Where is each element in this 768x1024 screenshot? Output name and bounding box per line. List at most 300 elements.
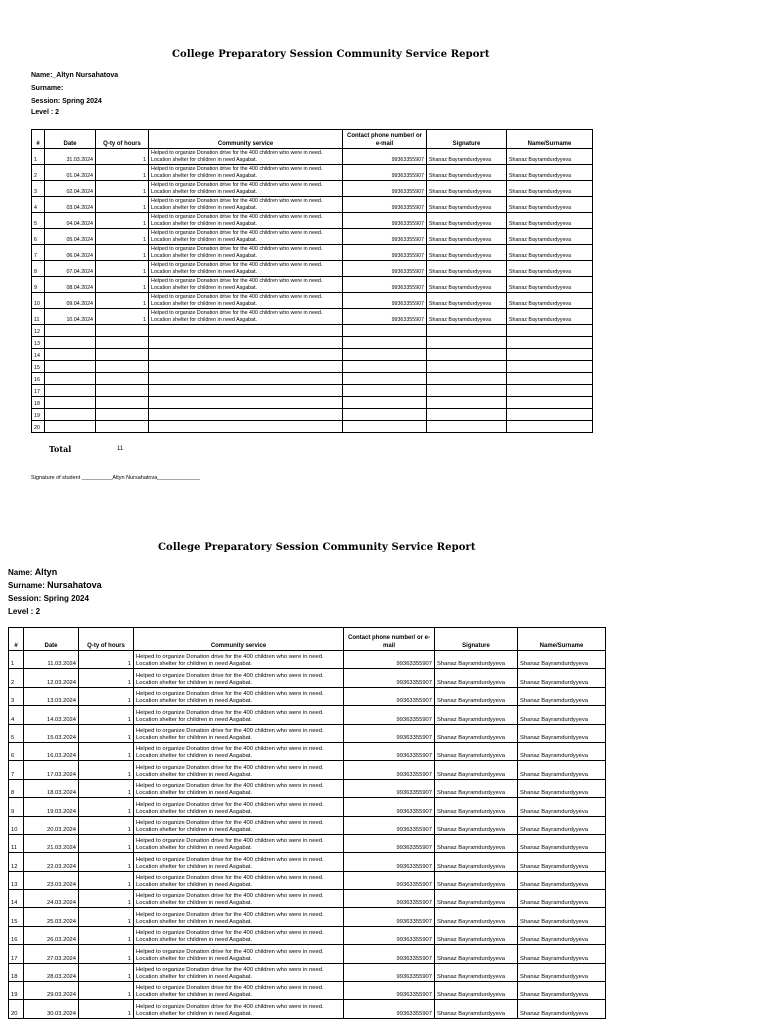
row-name: Shanaz Bayramdurdyyeva bbox=[507, 293, 593, 309]
row-date: 30.03.2024 bbox=[24, 1000, 79, 1018]
row-signature: Shanaz Bayramdurdyyeva bbox=[427, 261, 507, 277]
row-hours: 1 bbox=[96, 149, 149, 165]
row-number: 20 bbox=[32, 421, 45, 433]
empty-cell bbox=[343, 409, 427, 421]
col-name-header: Name/Surname bbox=[507, 130, 593, 149]
row-signature: Shanaz Bayramdurdyyeva bbox=[435, 945, 518, 963]
row-signature: Shanaz Bayramdurdyyeva bbox=[435, 1000, 518, 1018]
row-name: Shanaz Bayramdurdyyeva bbox=[518, 945, 606, 963]
row-number: 7 bbox=[9, 761, 24, 779]
row-signature: Shanaz Bayramdurdyyeva bbox=[435, 669, 518, 687]
row-service: Helped to organize Donation drive for the 400 children who were in need. Location shelter for children in need Asgabat. bbox=[149, 197, 343, 213]
empty-cell bbox=[149, 361, 343, 373]
row-hours: 1 bbox=[79, 853, 134, 871]
row-signature: Shanaz Bayramdurdyyeva bbox=[435, 761, 518, 779]
empty-cell bbox=[149, 337, 343, 349]
row-service: Helped to organize Donation drive for the 400 children who were in need. Location shelter for children in need Asgabat. bbox=[134, 816, 344, 834]
row-contact: 99363355907 bbox=[343, 261, 427, 277]
row-number: 8 bbox=[9, 779, 24, 797]
table-row bbox=[32, 309, 593, 325]
row-name: Shanaz Bayramdurdyyeva bbox=[507, 165, 593, 181]
empty-cell bbox=[427, 421, 507, 433]
empty-cell bbox=[507, 373, 593, 385]
col-name-header: Name/Surname bbox=[518, 628, 606, 651]
table-row bbox=[9, 945, 606, 963]
row-contact: 99363355907 bbox=[344, 926, 435, 944]
row-number: 8 bbox=[32, 261, 45, 277]
row-number: 15 bbox=[9, 908, 24, 926]
row-signature: Shanaz Bayramdurdyyeva bbox=[435, 834, 518, 852]
row-date: 17.03.2024 bbox=[24, 761, 79, 779]
row-name: Shanaz Bayramdurdyyeva bbox=[518, 779, 606, 797]
col-signature-header: Signature bbox=[427, 130, 507, 149]
row-name: Shanaz Bayramdurdyyeva bbox=[518, 834, 606, 852]
row-number: 15 bbox=[32, 361, 45, 373]
empty-cell bbox=[427, 337, 507, 349]
row-signature: Shanaz Bayramdurdyyeva bbox=[427, 309, 507, 325]
table-row bbox=[9, 651, 606, 669]
empty-cell bbox=[45, 361, 96, 373]
table-row bbox=[9, 687, 606, 705]
row-signature: Shanaz Bayramdurdyyeva bbox=[435, 687, 518, 705]
col-contact-header: Contact phone number/ or e-mail bbox=[343, 130, 427, 149]
report2-level-line: Level : 2 bbox=[8, 607, 41, 616]
row-hours: 1 bbox=[96, 293, 149, 309]
row-hours: 1 bbox=[96, 245, 149, 261]
row-contact: 99363355907 bbox=[344, 816, 435, 834]
row-date: 05.04.2024 bbox=[45, 229, 96, 245]
row-contact: 99363355907 bbox=[344, 834, 435, 852]
row-hours: 1 bbox=[96, 261, 149, 277]
row-name: Shanaz Bayramdurdyyeva bbox=[518, 816, 606, 834]
row-number: 9 bbox=[9, 798, 24, 816]
col-contact-header: Contact phone number/ or e-mail bbox=[344, 628, 435, 651]
row-hours: 1 bbox=[79, 963, 134, 981]
row-date: 14.03.2024 bbox=[24, 706, 79, 724]
row-date: 16.03.2024 bbox=[24, 742, 79, 760]
row-date: 03.04.2024 bbox=[45, 197, 96, 213]
row-number: 16 bbox=[32, 373, 45, 385]
table-row-empty bbox=[32, 409, 593, 421]
empty-cell bbox=[149, 385, 343, 397]
row-hours: 1 bbox=[79, 651, 134, 669]
row-number: 14 bbox=[9, 890, 24, 908]
row-number: 13 bbox=[9, 871, 24, 889]
row-service: Helped to organize Donation drive for the 400 children who were in need. Location shelter for children in need Asgabat. bbox=[149, 165, 343, 181]
table-row bbox=[9, 798, 606, 816]
row-contact: 99363355907 bbox=[344, 890, 435, 908]
table-row bbox=[9, 724, 606, 742]
report1-header-row bbox=[32, 130, 593, 149]
empty-cell bbox=[507, 361, 593, 373]
row-contact: 99363355907 bbox=[343, 165, 427, 181]
row-service: Helped to organize Donation drive for the 400 children who were in need. Location shelter for children in need Asgabat. bbox=[134, 945, 344, 963]
empty-cell bbox=[96, 421, 149, 433]
row-signature: Shanaz Bayramdurdyyeva bbox=[427, 149, 507, 165]
row-number: 11 bbox=[32, 309, 45, 325]
row-number: 12 bbox=[32, 325, 45, 337]
row-date: 20.03.2024 bbox=[24, 816, 79, 834]
empty-cell bbox=[96, 337, 149, 349]
row-hours: 1 bbox=[96, 309, 149, 325]
row-hours: 1 bbox=[79, 890, 134, 908]
col-service-header: Community service bbox=[149, 130, 343, 149]
empty-cell bbox=[343, 385, 427, 397]
col-signature-header: Signature bbox=[435, 628, 518, 651]
table-row bbox=[9, 816, 606, 834]
row-service: Helped to organize Donation drive for the 400 children who were in need. Location shelter for children in need Asgabat. bbox=[149, 261, 343, 277]
row-contact: 99363355907 bbox=[344, 742, 435, 760]
col-service-header: Community service bbox=[134, 628, 344, 651]
row-signature: Shanaz Bayramdurdyyeva bbox=[427, 213, 507, 229]
table-row-empty bbox=[32, 421, 593, 433]
empty-cell bbox=[149, 397, 343, 409]
table-row bbox=[9, 761, 606, 779]
table-row bbox=[9, 1000, 606, 1018]
empty-cell bbox=[343, 349, 427, 361]
row-number: 7 bbox=[32, 245, 45, 261]
empty-cell bbox=[96, 397, 149, 409]
table-row bbox=[32, 213, 593, 229]
row-contact: 99363355907 bbox=[343, 181, 427, 197]
col-hours-header: Q-ty of hours bbox=[79, 628, 134, 651]
row-service: Helped to organize Donation drive for the 400 children who were in need. Location shelter for children in need Asgabat. bbox=[149, 277, 343, 293]
report1-title: College Preparatory Session Community Service Report bbox=[172, 49, 490, 60]
empty-cell bbox=[96, 409, 149, 421]
row-number: 9 bbox=[32, 277, 45, 293]
row-contact: 99363355907 bbox=[344, 724, 435, 742]
row-hours: 1 bbox=[96, 277, 149, 293]
row-date: 08.04.2024 bbox=[45, 277, 96, 293]
report2-session-line: Session: Spring 2024 bbox=[8, 594, 89, 603]
row-signature: Shanaz Bayramdurdyyeva bbox=[435, 982, 518, 1000]
row-name: Shanaz Bayramdurdyyeva bbox=[518, 890, 606, 908]
report2-title: College Preparatory Session Community Service Report bbox=[158, 542, 476, 553]
table-row bbox=[9, 779, 606, 797]
row-service: Helped to organize Donation drive for the 400 children who were in need. Location shelter for children in need Asgabat. bbox=[134, 890, 344, 908]
row-service: Helped to organize Donation drive for the 400 children who were in need. Location shelter for children in need Asgabat. bbox=[134, 871, 344, 889]
row-hours: 1 bbox=[79, 798, 134, 816]
row-date: 18.03.2024 bbox=[24, 779, 79, 797]
row-number: 2 bbox=[32, 165, 45, 181]
row-service: Helped to organize Donation drive for the 400 children who were in need. Location shelter for children in need Asgabat. bbox=[149, 181, 343, 197]
row-number: 10 bbox=[32, 293, 45, 309]
row-date: 28.03.2024 bbox=[24, 963, 79, 981]
row-date: 15.03.2024 bbox=[24, 724, 79, 742]
empty-cell bbox=[343, 325, 427, 337]
row-signature: Shanaz Bayramdurdyyeva bbox=[435, 871, 518, 889]
empty-cell bbox=[427, 409, 507, 421]
row-contact: 99363355907 bbox=[344, 853, 435, 871]
row-name: Shanaz Bayramdurdyyeva bbox=[507, 149, 593, 165]
row-date: 29.03.2024 bbox=[24, 982, 79, 1000]
row-date: 19.03.2024 bbox=[24, 798, 79, 816]
row-name: Shanaz Bayramdurdyyeva bbox=[518, 724, 606, 742]
table-row bbox=[9, 871, 606, 889]
row-date: 31.03.2024 bbox=[45, 149, 96, 165]
col-date-header: Date bbox=[24, 628, 79, 651]
row-service: Helped to organize Donation drive for the 400 children who were in need. Location shelter for children in need Asgabat. bbox=[134, 1000, 344, 1018]
row-number: 17 bbox=[32, 385, 45, 397]
row-name: Shanaz Bayramdurdyyeva bbox=[518, 871, 606, 889]
row-signature: Shanaz Bayramdurdyyeva bbox=[427, 277, 507, 293]
row-hours: 1 bbox=[79, 724, 134, 742]
empty-cell bbox=[45, 421, 96, 433]
row-name: Shanaz Bayramdurdyyeva bbox=[507, 197, 593, 213]
empty-cell bbox=[507, 409, 593, 421]
report2-name-value: Altyn bbox=[34, 567, 58, 577]
row-signature: Shanaz Bayramdurdyyeva bbox=[427, 229, 507, 245]
row-service: Helped to organize Donation drive for the 400 children who were in need. Location shelter for children in need Asgabat. bbox=[134, 724, 344, 742]
empty-cell bbox=[343, 337, 427, 349]
row-name: Shanaz Bayramdurdyyeva bbox=[507, 309, 593, 325]
empty-cell bbox=[507, 397, 593, 409]
row-hours: 1 bbox=[79, 945, 134, 963]
row-date: 25.03.2024 bbox=[24, 908, 79, 926]
empty-cell bbox=[507, 337, 593, 349]
row-hours: 1 bbox=[79, 926, 134, 944]
empty-cell bbox=[96, 385, 149, 397]
row-signature: Shanaz Bayramdurdyyeva bbox=[435, 706, 518, 724]
row-name: Shanaz Bayramdurdyyeva bbox=[518, 853, 606, 871]
row-name: Shanaz Bayramdurdyyeva bbox=[518, 926, 606, 944]
row-date: 01.04.2024 bbox=[45, 165, 96, 181]
report1-name-line: Name:_Altyn Nursahatova bbox=[31, 72, 119, 79]
empty-cell bbox=[45, 325, 96, 337]
row-hours: 1 bbox=[79, 706, 134, 724]
row-name: Shanaz Bayramdurdyyeva bbox=[507, 213, 593, 229]
row-signature: Shanaz Bayramdurdyyeva bbox=[435, 816, 518, 834]
table-row bbox=[9, 982, 606, 1000]
row-name: Shanaz Bayramdurdyyeva bbox=[518, 798, 606, 816]
row-name: Shanaz Bayramdurdyyeva bbox=[518, 706, 606, 724]
row-name: Shanaz Bayramdurdyyeva bbox=[507, 245, 593, 261]
row-number: 1 bbox=[9, 651, 24, 669]
row-contact: 99363355907 bbox=[343, 245, 427, 261]
row-number: 3 bbox=[9, 687, 24, 705]
empty-cell bbox=[149, 325, 343, 337]
row-contact: 99363355907 bbox=[343, 197, 427, 213]
empty-cell bbox=[427, 349, 507, 361]
row-hours: 1 bbox=[79, 908, 134, 926]
empty-cell bbox=[507, 325, 593, 337]
row-number: 16 bbox=[9, 926, 24, 944]
report2-meta bbox=[8, 566, 102, 618]
row-name: Shanaz Bayramdurdyyeva bbox=[507, 229, 593, 245]
row-number: 17 bbox=[9, 945, 24, 963]
row-number: 2 bbox=[9, 669, 24, 687]
row-signature: Shanaz Bayramdurdyyeva bbox=[435, 742, 518, 760]
row-signature: Shanaz Bayramdurdyyeva bbox=[435, 779, 518, 797]
table-row bbox=[9, 963, 606, 981]
row-signature: Shanaz Bayramdurdyyeva bbox=[427, 245, 507, 261]
row-service: Helped to organize Donation drive for the 400 children who were in need. Location shelter for children in need Asgabat. bbox=[134, 798, 344, 816]
row-contact: 99363355907 bbox=[344, 761, 435, 779]
col-num-header: # bbox=[9, 628, 24, 651]
empty-cell bbox=[149, 409, 343, 421]
row-hours: 1 bbox=[79, 982, 134, 1000]
table-row-empty bbox=[32, 325, 593, 337]
table-row bbox=[32, 293, 593, 309]
row-hours: 1 bbox=[96, 197, 149, 213]
row-number: 5 bbox=[9, 724, 24, 742]
report2-surname-value: Nursahatova bbox=[47, 580, 102, 590]
row-service: Helped to organize Donation drive for the 400 children who were in need. Location shelter for children in need Asgabat. bbox=[134, 687, 344, 705]
row-name: Shanaz Bayramdurdyyeva bbox=[507, 277, 593, 293]
row-contact: 99363355907 bbox=[344, 779, 435, 797]
row-date: 02.04.2024 bbox=[45, 181, 96, 197]
report1-signature-line: Signature of student __________Altyn Nursahatova______________ bbox=[31, 475, 201, 481]
table-row bbox=[32, 229, 593, 245]
row-service: Helped to organize Donation drive for the 400 children who were in need. Location shelter for children in need Asgabat. bbox=[134, 853, 344, 871]
row-contact: 99363355907 bbox=[344, 945, 435, 963]
row-number: 14 bbox=[32, 349, 45, 361]
report1-meta bbox=[31, 69, 118, 117]
row-date: 07.04.2024 bbox=[45, 261, 96, 277]
col-num-header: # bbox=[32, 130, 45, 149]
table-row bbox=[32, 149, 593, 165]
row-number: 3 bbox=[32, 181, 45, 197]
row-date: 09.04.2024 bbox=[45, 293, 96, 309]
row-contact: 99363355907 bbox=[343, 293, 427, 309]
row-signature: Shanaz Bayramdurdyyeva bbox=[435, 724, 518, 742]
row-name: Shanaz Bayramdurdyyeva bbox=[518, 761, 606, 779]
table-row bbox=[32, 277, 593, 293]
row-service: Helped to organize Donation drive for the 400 children who were in need. Location shelter for children in need Asgabat. bbox=[134, 761, 344, 779]
row-name: Shanaz Bayramdurdyyeva bbox=[518, 669, 606, 687]
row-number: 1 bbox=[32, 149, 45, 165]
row-date: 22.03.2024 bbox=[24, 853, 79, 871]
empty-cell bbox=[427, 361, 507, 373]
empty-cell bbox=[149, 373, 343, 385]
row-service: Helped to organize Donation drive for the 400 children who were in need. Location shelter for children in need Asgabat. bbox=[149, 229, 343, 245]
row-hours: 1 bbox=[79, 871, 134, 889]
row-contact: 99363355907 bbox=[343, 309, 427, 325]
row-contact: 99363355907 bbox=[344, 908, 435, 926]
empty-cell bbox=[96, 373, 149, 385]
row-date: 24.03.2024 bbox=[24, 890, 79, 908]
row-signature: Shanaz Bayramdurdyyeva bbox=[435, 926, 518, 944]
empty-cell bbox=[45, 349, 96, 361]
empty-cell bbox=[343, 361, 427, 373]
report1-table bbox=[31, 129, 593, 433]
row-contact: 99363355907 bbox=[344, 982, 435, 1000]
row-date: 11.03.2024 bbox=[24, 651, 79, 669]
report1-level-line: Level : 2 bbox=[31, 109, 60, 116]
table-row-empty bbox=[32, 397, 593, 409]
empty-cell bbox=[149, 421, 343, 433]
empty-cell bbox=[45, 397, 96, 409]
row-service: Helped to organize Donation drive for the 400 children who were in need. Location shelter for children in need Asgabat. bbox=[149, 213, 343, 229]
row-name: Shanaz Bayramdurdyyeva bbox=[518, 1000, 606, 1018]
row-contact: 99363355907 bbox=[344, 871, 435, 889]
table-row bbox=[9, 853, 606, 871]
row-date: 26.03.2024 bbox=[24, 926, 79, 944]
report2-name-line: Name: Altyn bbox=[8, 567, 58, 577]
report2-surname-line: Surname: Nursahatova bbox=[8, 580, 102, 590]
table-row bbox=[9, 742, 606, 760]
row-service: Helped to organize Donation drive for the 400 children who were in need. Location shelter for children in need Asgabat. bbox=[134, 669, 344, 687]
row-name: Shanaz Bayramdurdyyeva bbox=[518, 651, 606, 669]
row-signature: Shanaz Bayramdurdyyeva bbox=[427, 197, 507, 213]
empty-cell bbox=[45, 337, 96, 349]
empty-cell bbox=[507, 349, 593, 361]
row-contact: 99363355907 bbox=[343, 229, 427, 245]
table-row-empty bbox=[32, 337, 593, 349]
row-hours: 1 bbox=[96, 181, 149, 197]
col-hours-header: Q-ty of hours bbox=[96, 130, 149, 149]
row-name: Shanaz Bayramdurdyyeva bbox=[518, 963, 606, 981]
row-hours: 1 bbox=[79, 742, 134, 760]
row-number: 6 bbox=[9, 742, 24, 760]
row-date: 04.04.2024 bbox=[45, 213, 96, 229]
row-service: Helped to organize Donation drive for the 400 children who were in need. Location shelter for children in need Asgabat. bbox=[134, 834, 344, 852]
row-hours: 1 bbox=[79, 816, 134, 834]
row-number: 18 bbox=[32, 397, 45, 409]
table-row bbox=[9, 908, 606, 926]
row-hours: 1 bbox=[79, 1000, 134, 1018]
row-name: Shanaz Bayramdurdyyeva bbox=[507, 261, 593, 277]
row-number: 5 bbox=[32, 213, 45, 229]
row-service: Helped to organize Donation drive for the 400 children who were in need. Location shelter for children in need Asgabat. bbox=[149, 309, 343, 325]
table-row bbox=[32, 245, 593, 261]
row-date: 10.04.2024 bbox=[45, 309, 96, 325]
table-row-empty bbox=[32, 349, 593, 361]
table-row bbox=[9, 669, 606, 687]
row-service: Helped to organize Donation drive for the 400 children who were in need. Location shelter for children in need Asgabat. bbox=[134, 779, 344, 797]
table-row-empty bbox=[32, 373, 593, 385]
row-number: 4 bbox=[32, 197, 45, 213]
report1-total-value: 11 bbox=[117, 446, 124, 452]
row-service: Helped to organize Donation drive for the 400 children who were in need. Location shelter for children in need Asgabat. bbox=[134, 742, 344, 760]
empty-cell bbox=[45, 409, 96, 421]
row-number: 19 bbox=[32, 409, 45, 421]
table-row bbox=[32, 261, 593, 277]
row-date: 27.03.2024 bbox=[24, 945, 79, 963]
row-date: 23.03.2024 bbox=[24, 871, 79, 889]
row-signature: Shanaz Bayramdurdyyeva bbox=[435, 798, 518, 816]
row-signature: Shanaz Bayramdurdyyeva bbox=[435, 853, 518, 871]
row-hours: 1 bbox=[96, 213, 149, 229]
row-signature: Shanaz Bayramdurdyyeva bbox=[435, 908, 518, 926]
row-signature: Shanaz Bayramdurdyyeva bbox=[435, 963, 518, 981]
report1-surname-line: Surname: bbox=[31, 85, 64, 92]
row-signature: Shanaz Bayramdurdyyeva bbox=[427, 165, 507, 181]
row-signature: Shanaz Bayramdurdyyeva bbox=[435, 890, 518, 908]
empty-cell bbox=[427, 385, 507, 397]
row-name: Shanaz Bayramdurdyyeva bbox=[518, 982, 606, 1000]
row-service: Helped to organize Donation drive for the 400 children who were in need. Location shelter for children in need Asgabat. bbox=[134, 963, 344, 981]
row-number: 19 bbox=[9, 982, 24, 1000]
row-signature: Shanaz Bayramdurdyyeva bbox=[427, 181, 507, 197]
row-service: Helped to organize Donation drive for the 400 children who were in need. Location shelter for children in need Asgabat. bbox=[149, 149, 343, 165]
row-hours: 1 bbox=[79, 687, 134, 705]
row-name: Shanaz Bayramdurdyyeva bbox=[518, 908, 606, 926]
table-row bbox=[32, 181, 593, 197]
row-contact: 99363355907 bbox=[344, 706, 435, 724]
row-service: Helped to organize Donation drive for the 400 children who were in need. Location shelter for children in need Asgabat. bbox=[134, 926, 344, 944]
row-number: 12 bbox=[9, 853, 24, 871]
empty-cell bbox=[507, 421, 593, 433]
row-date: 13.03.2024 bbox=[24, 687, 79, 705]
col-date-header: Date bbox=[45, 130, 96, 149]
row-hours: 1 bbox=[79, 761, 134, 779]
row-hours: 1 bbox=[79, 779, 134, 797]
empty-cell bbox=[427, 325, 507, 337]
report1-session-line: Session: Spring 2024 bbox=[31, 98, 102, 105]
report2-header-row bbox=[9, 628, 606, 651]
row-service: Helped to organize Donation drive for the 400 children who were in need. Location shelter for children in need Asgabat. bbox=[134, 908, 344, 926]
